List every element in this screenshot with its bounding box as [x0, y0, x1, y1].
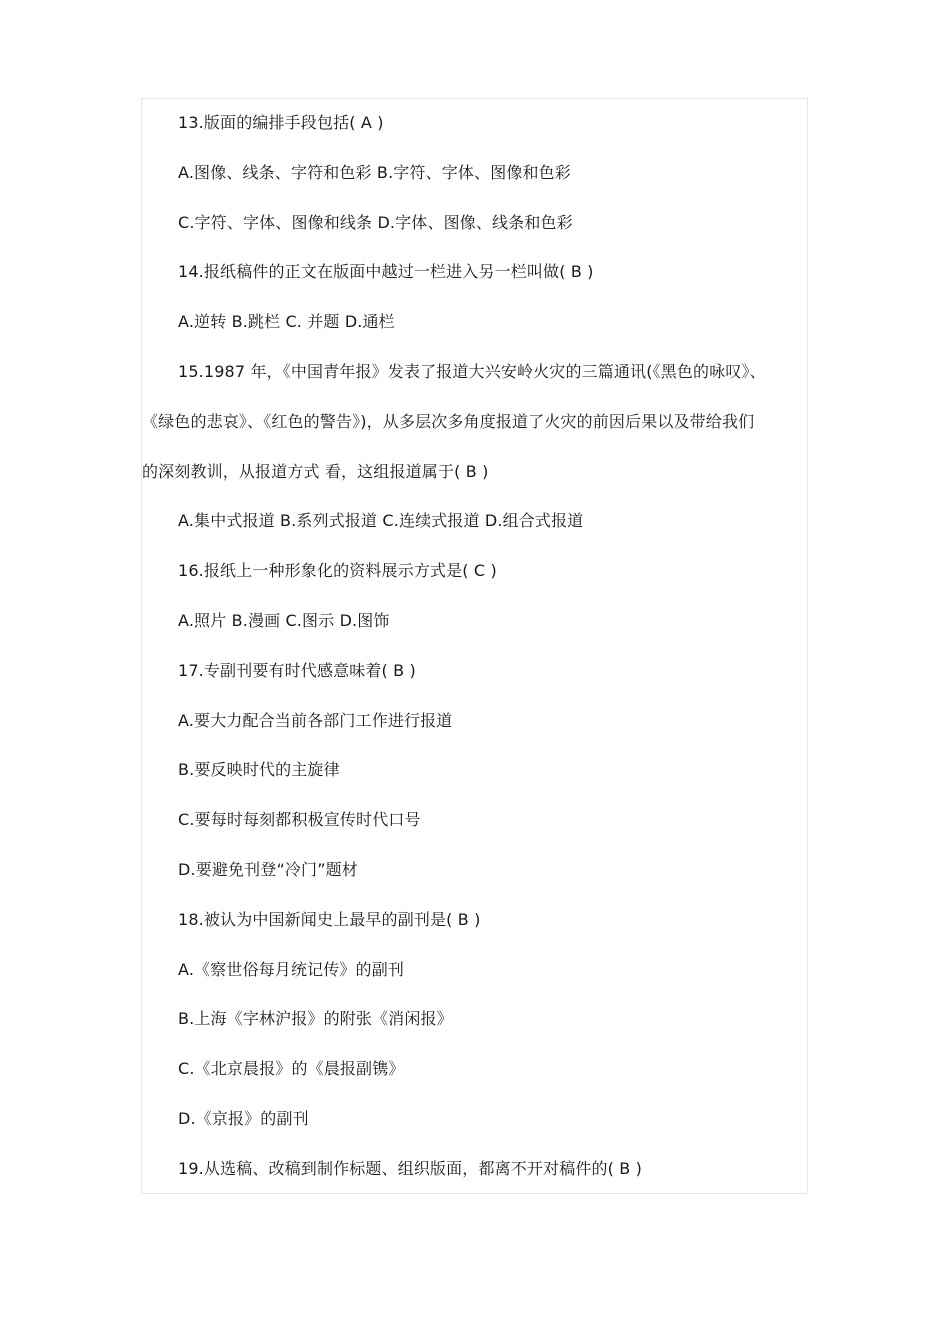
question-17-option-a: A.要大力配合当前各部门工作进行报道 [178, 710, 453, 730]
question-13-options-cd: C.字符、字体、图像和线条 D.字体、图像、线条和色彩 [178, 212, 573, 232]
question-13: 13.版面的编排手段包括( A ) [178, 113, 384, 132]
document-body [142, 98, 808, 1194]
question-17: 17.专副刊要有时代感意味着( B ) [178, 660, 416, 680]
question-18-option-b: B.上海《字林沪报》的附张《消闲报》 [178, 1009, 453, 1029]
question-18: 18.被认为中国新闻史上最早的副刊是( B ) [178, 909, 481, 929]
question-18-option-c: C.《北京晨报》的《晨报副镌》 [178, 1059, 405, 1079]
question-15-line-2: 《绿色的悲哀》、《红色的警告》)，从多层次多角度报道了火灾的前因后果以及带给我们 [142, 411, 755, 431]
question-18-option-a: A.《察世俗每月统记传》的副刊 [178, 959, 405, 979]
question-16: 16.报纸上一种形象化的资料展示方式是( C ) [178, 561, 497, 581]
question-18-option-d: D.《京报》的副刊 [178, 1108, 309, 1128]
question-13-options-ab: A.图像、线条、字符和色彩 B.字符、字体、图像和色彩 [178, 162, 571, 182]
question-15-line-3: 的深刻教训，从报道方式 看，这组报道属于( B ) [142, 461, 489, 481]
question-14: 14.报纸稿件的正文在版面中越过一栏进入另一栏叫做( B ) [178, 262, 594, 282]
question-17-option-d: D.要避免刊登“冷门”题材 [178, 859, 358, 879]
question-15-line-1: 15.1987 年，《中国青年报》发表了报道大兴安岭火灾的三篇通讯(《黑色的咏叹》、 [178, 361, 766, 381]
question-14-options: A.逆转 B.跳栏 C. 并题 D.通栏 [178, 312, 395, 332]
question-19: 19.从选稿、改稿到制作标题、组织版面，都离不开对稿件的( B ) [178, 1158, 643, 1178]
question-17-option-c: C.要每时每刻都积极宣传时代口号 [178, 810, 421, 830]
question-15-options: A.集中式报道 B.系列式报道 C.连续式报道 D.组合式报道 [178, 511, 584, 531]
question-17-option-b: B.要反映时代的主旋律 [178, 760, 340, 780]
question-16-options: A.照片 B.漫画 C.图示 D.图饰 [178, 610, 390, 630]
